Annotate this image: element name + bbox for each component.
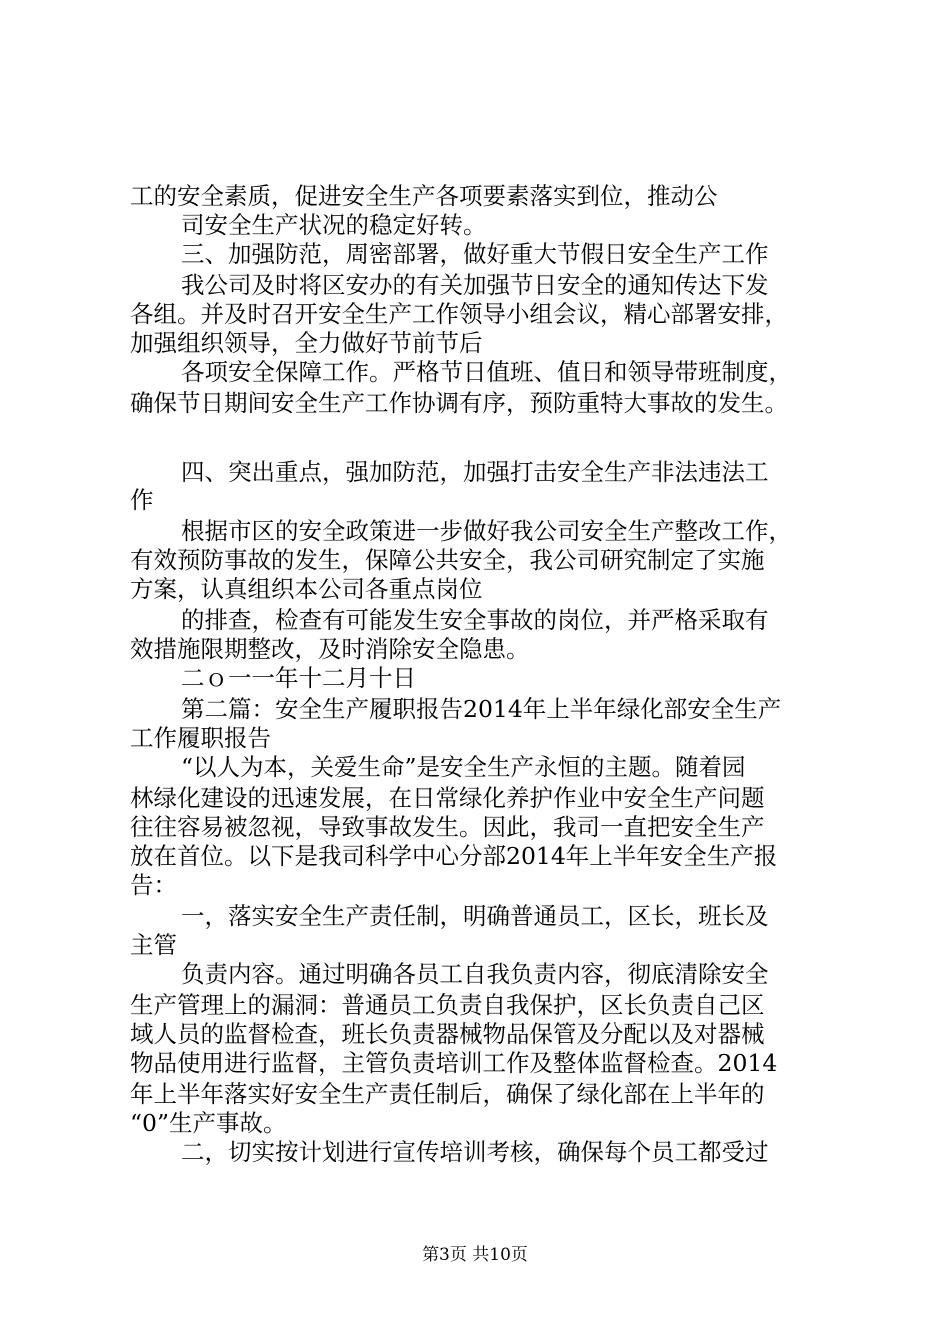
- text-line: “以人为本，关爱生命”是安全生产永恒的主题。随着园: [181, 753, 746, 781]
- text-line: 确保节日期间安全生产工作协调有序，预防重特大事故的发生。: [130, 389, 788, 417]
- text-line: 效措施限期整改，及时消除安全隐患。: [130, 635, 530, 663]
- text-line: 的排查，检查有可能发生安全事故的岗位，并严格采取有: [181, 606, 769, 634]
- text-line: 各项安全保障工作。严格节日值班、值日和领导带班制度，: [181, 358, 792, 386]
- text-line: 各组。并及时召开安全生产工作领导小组会议，精心部署安排，: [130, 300, 788, 328]
- section-heading: 一，落实安全生产责任制，明确普通员工，区长，班长及: [181, 902, 769, 930]
- section-heading: 主管: [130, 931, 177, 959]
- text-line: 域人员的监督检查，班长负责器械物品保管及分配以及对器械: [130, 1020, 765, 1048]
- text-line: 生产管理上的漏洞：普通员工负责自我保护，区长负责自己区: [130, 991, 765, 1019]
- text-line: 有效预防事故的发生，保障公共安全，我公司研究制定了实施: [130, 546, 765, 574]
- section-heading: 二，切实按计划进行宣传培训考核，确保每个员工都受过: [181, 1138, 769, 1166]
- text-line: “0”生产事故。: [130, 1109, 287, 1137]
- section-heading: 作: [130, 486, 154, 514]
- text-line: 加强组织领导，全力做好节前节后: [130, 329, 483, 357]
- section-heading: 四、突出重点，强加防范，加强打击安全生产非法违法工: [181, 458, 769, 486]
- text-line: 林绿化建设的迅速发展，在日常绿化养护作业中安全生产问题: [130, 784, 765, 812]
- section-heading: 工作履职报告: [130, 724, 271, 752]
- text-line: 告：: [130, 871, 177, 899]
- text-line: 方案，认真组织本公司各重点岗位: [130, 575, 483, 603]
- section-heading: 第二篇：安全生产履职报告2014年上半年绿化部安全生产: [181, 695, 782, 723]
- date-line: 二ｏ一一年十二月十日: [181, 664, 416, 692]
- text-line: 物品使用进行监督，主管负责培训工作及整体监督检查。2014: [130, 1049, 778, 1077]
- text-line: 年上半年落实好安全生产责任制后，确保了绿化部在上半年的: [130, 1080, 765, 1108]
- text-line: 根据市区的安全政策进一步做好我公司安全生产整改工作，: [181, 517, 792, 545]
- text-line: 工的安全素质，促进安全生产各项要素落实到位，推动公: [130, 182, 718, 210]
- text-line: 负责内容。通过明确各员工自我负责内容，彻底清除安全: [181, 960, 769, 988]
- text-line: 我公司及时将区安办的有关加强节日安全的通知传达下发: [181, 271, 769, 299]
- text-line: 往往容易被忽视，导致事故发生。因此，我司一直把安全生产: [130, 813, 765, 841]
- section-heading: 三、加强防范，周密部署，做好重大节假日安全生产工作: [181, 240, 769, 268]
- text-line: 司安全生产状况的稳定好转。: [181, 211, 487, 239]
- page-footer: 第3页 共10页: [422, 1245, 528, 1265]
- text-line: 放在首位。以下是我司科学中心分部2014年上半年安全生产报: [130, 842, 778, 870]
